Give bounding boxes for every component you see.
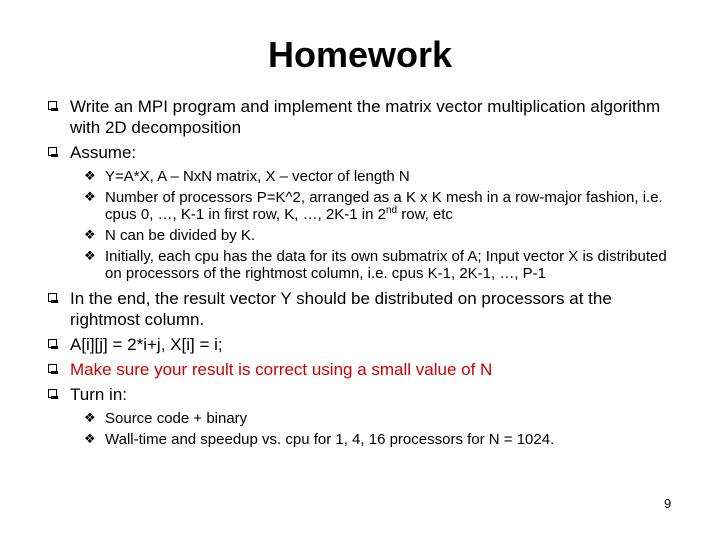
bullet-text: Turn in: xyxy=(70,385,128,404)
bullet-item xyxy=(46,288,686,330)
checkbox-bullet-icon xyxy=(48,147,57,156)
diamond-bullet-icon: ❖ xyxy=(84,190,96,205)
sub-bullet-text: Initially, each cpu has the data for its own submatrix of A; Input vector X is distributed on processors of the rightmost column, i.e. cpus K-1, 2K-1, …, P-1 xyxy=(105,248,667,282)
sub-bullet-item xyxy=(82,168,686,185)
slide-title: Homework xyxy=(267,34,453,75)
bullet-list xyxy=(46,96,686,454)
sub-bullet-text: N can be divided by K. xyxy=(105,227,256,244)
bullet-item xyxy=(46,384,686,405)
checkbox-bullet-icon xyxy=(48,293,57,302)
sub-bullet-text: Source code + binary xyxy=(105,410,248,427)
bullet-text: Write an MPI program and implement the matrix vector multiplication algorithm with 2D decomposition xyxy=(70,97,661,137)
sub-bullet-text: Y=A*X, A – NxN matrix, X – vector of length N xyxy=(105,168,410,185)
checkbox-bullet-icon xyxy=(48,364,57,373)
bullet-text: Make sure your result is correct using a small value of N xyxy=(70,360,493,379)
diamond-bullet-icon: ❖ xyxy=(84,249,96,264)
checkbox-bullet-icon xyxy=(48,101,57,110)
bullet-item xyxy=(46,142,686,163)
sub-bullet-item xyxy=(82,410,686,427)
sub-bullet-item xyxy=(82,227,686,244)
bullet-text: A[i][j] = 2*i+j, X[i] = i; xyxy=(70,335,223,354)
bullet-item xyxy=(46,96,686,138)
checkbox-bullet-icon xyxy=(48,339,57,348)
sub-bullet-text: Number of processors P=K^2, arranged as a K x K mesh in a row-major fashion, i.e. cpus 0, …, K-1 in first row, K, …, 2K-1 in 2nd row, etc xyxy=(105,189,663,223)
diamond-bullet-icon: ❖ xyxy=(84,228,96,243)
sub-bullet-text: Wall-time and speedup vs. cpu for 1, 4, 16 processors for N = 1024. xyxy=(105,431,555,448)
sub-bullet-item xyxy=(82,248,686,282)
turnin-sublist xyxy=(82,410,686,448)
diamond-bullet-icon: ❖ xyxy=(84,169,96,184)
diamond-bullet-icon: ❖ xyxy=(84,411,96,426)
sub-bullet-item xyxy=(82,431,686,448)
page-number: 9 xyxy=(664,496,672,511)
bullet-item xyxy=(46,334,686,355)
bullet-text: Assume: xyxy=(70,143,137,162)
diamond-bullet-icon: ❖ xyxy=(84,432,96,447)
bullet-item-highlight xyxy=(46,359,686,380)
sub-bullet-item xyxy=(82,189,686,223)
assume-sublist xyxy=(82,168,686,282)
checkbox-bullet-icon xyxy=(48,389,57,398)
bullet-text: In the end, the result vector Y should be distributed on processors at the rightmost column. xyxy=(70,289,612,329)
